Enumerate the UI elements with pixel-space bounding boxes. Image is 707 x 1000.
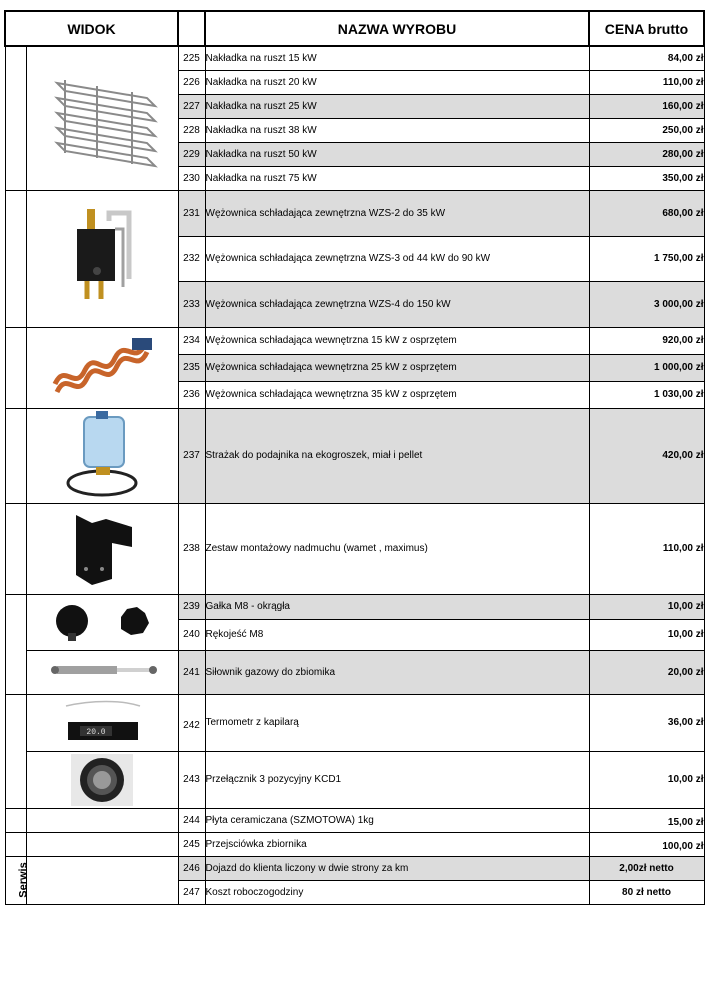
side-label-serwis: Serwis — [17, 862, 30, 898]
item-number: 228 — [178, 118, 205, 142]
item-price: 80 zł netto — [589, 880, 704, 904]
item-price: 920,00 zł — [589, 327, 704, 354]
item-number: 226 — [178, 70, 205, 94]
item-name: Wężownica schładająca wewnętrzna 15 kW z osprzętem — [205, 327, 589, 354]
item-number: 239 — [178, 594, 205, 619]
item-name: Wężownica schładająca wewnętrzna 25 kW z osprzętem — [205, 354, 589, 381]
item-price: 280,00 zł — [589, 142, 704, 166]
item-name: Płyta ceramiczana (SZMOTOWA) 1kg — [205, 808, 589, 832]
item-number: 240 — [178, 619, 205, 650]
item-number: 231 — [178, 190, 205, 236]
item-price: 10,00 zł — [589, 594, 704, 619]
item-name: Przełącznik 3 pozycyjny KCD1 — [205, 751, 589, 808]
side-cell — [5, 694, 26, 808]
empty-image-cell — [26, 856, 178, 904]
item-name: Wężownica schładająca zewnętrzna WZS-3 od 44 kW do 90 kW — [205, 236, 589, 281]
side-cell — [5, 503, 26, 594]
item-price: 1 000,00 zł — [589, 354, 704, 381]
table-row — [5, 594, 704, 619]
item-name: Siłownik gazowy do zbiomika — [205, 650, 589, 694]
header-cena: CENA brutto — [589, 11, 704, 46]
item-name: Gałka M8 - okrągła — [205, 594, 589, 619]
item-price: 110,00 zł — [589, 503, 704, 594]
item-name: Wężownica schładająca zewnętrzna WZS-4 do 150 kW — [205, 281, 589, 327]
empty-image-cell — [26, 832, 178, 856]
item-number: 232 — [178, 236, 205, 281]
table-row — [5, 751, 704, 808]
header-nazwa: NAZWA WYROBU — [205, 11, 589, 46]
item-number: 238 — [178, 503, 205, 594]
item-name: Nakładka na ruszt 75 kW — [205, 166, 589, 190]
fireman-extinguisher-image — [26, 408, 178, 503]
item-number: 233 — [178, 281, 205, 327]
item-name: Strażak do podajnika na ekogroszek, miał i pellet — [205, 408, 589, 503]
item-number: 243 — [178, 751, 205, 808]
item-number: 230 — [178, 166, 205, 190]
item-price: 1 030,00 zł — [589, 381, 704, 408]
item-name: Termometr z kapilarą — [205, 694, 589, 751]
item-price: 250,00 zł — [589, 118, 704, 142]
table-row — [5, 856, 704, 880]
item-price: 84,00 zł — [589, 46, 704, 70]
item-number: 225 — [178, 46, 205, 70]
item-price: 680,00 zł — [589, 190, 704, 236]
item-price: 110,00 zł — [589, 70, 704, 94]
item-name: Nakładka na ruszt 20 kW — [205, 70, 589, 94]
item-number: 247 — [178, 880, 205, 904]
item-price: 2,00zł netto — [589, 856, 704, 880]
side-cell — [5, 46, 26, 190]
item-name: Zestaw montażowy nadmuchu (wamet , maximus) — [205, 503, 589, 594]
item-price: 100,00 zł — [589, 832, 704, 856]
table-row — [5, 190, 704, 236]
side-cell — [5, 190, 26, 327]
header-row — [5, 11, 704, 46]
item-number: 236 — [178, 381, 205, 408]
table-row — [5, 408, 704, 503]
empty-image-cell — [26, 808, 178, 832]
item-name: Koszt roboczogodziny — [205, 880, 589, 904]
item-name: Dojazd do klienta liczony w dwie strony za km — [205, 856, 589, 880]
item-price: 420,00 zł — [589, 408, 704, 503]
side-cell — [5, 594, 26, 694]
thermometer-display: 20.0 — [86, 727, 106, 737]
item-number: 242 — [178, 694, 205, 751]
item-price: 160,00 zł — [589, 94, 704, 118]
item-price: 3 000,00 zł — [589, 281, 704, 327]
item-number: 245 — [178, 832, 205, 856]
switch-image — [26, 751, 178, 808]
item-name: Nakładka na ruszt 25 kW — [205, 94, 589, 118]
item-number: 235 — [178, 354, 205, 381]
side-cell — [5, 808, 26, 832]
grate-cover-image — [26, 46, 178, 190]
item-number: 227 — [178, 94, 205, 118]
item-number: 241 — [178, 650, 205, 694]
item-name: Nakładka na ruszt 50 kW — [205, 142, 589, 166]
item-name: Przejsciówka zbiornika — [205, 832, 589, 856]
side-label-cell — [5, 856, 30, 904]
item-number: 244 — [178, 808, 205, 832]
item-number: 246 — [178, 856, 205, 880]
item-price: 10,00 zł — [589, 619, 704, 650]
gas-spring-image — [26, 650, 178, 694]
table-row — [5, 694, 704, 751]
internal-coil-image — [26, 327, 178, 408]
header-spacer — [178, 11, 205, 46]
item-price: 1 750,00 zł — [589, 236, 704, 281]
item-price: 10,00 zł — [589, 751, 704, 808]
side-cell — [5, 832, 26, 856]
item-price: 36,00 zł — [589, 694, 704, 751]
table-row — [5, 832, 704, 856]
item-price: 15,00 zł — [589, 808, 704, 832]
item-name: Rękojeść M8 — [205, 619, 589, 650]
table-row — [5, 503, 704, 594]
thermometer-image — [26, 694, 178, 751]
table-row — [5, 808, 704, 832]
item-name: Nakładka na ruszt 15 kW — [205, 46, 589, 70]
price-list-table — [4, 10, 705, 905]
item-number: 229 — [178, 142, 205, 166]
header-widok: WIDOK — [5, 11, 178, 46]
item-name: Nakładka na ruszt 38 kW — [205, 118, 589, 142]
table-row — [5, 650, 704, 694]
item-price: 20,00 zł — [589, 650, 704, 694]
table-row — [5, 46, 704, 70]
side-cell — [5, 327, 26, 408]
external-coil-image — [26, 190, 178, 327]
item-name: Wężownica schładająca zewnętrzna WZS-2 do 35 kW — [205, 190, 589, 236]
item-number: 234 — [178, 327, 205, 354]
item-number: 237 — [178, 408, 205, 503]
table-row — [5, 327, 704, 354]
mounting-kit-image — [26, 503, 178, 594]
side-cell — [5, 408, 26, 503]
item-price: 350,00 zł — [589, 166, 704, 190]
knob-handle-image — [26, 594, 178, 650]
item-name: Wężownica schładająca wewnętrzna 35 kW z osprzętem — [205, 381, 589, 408]
